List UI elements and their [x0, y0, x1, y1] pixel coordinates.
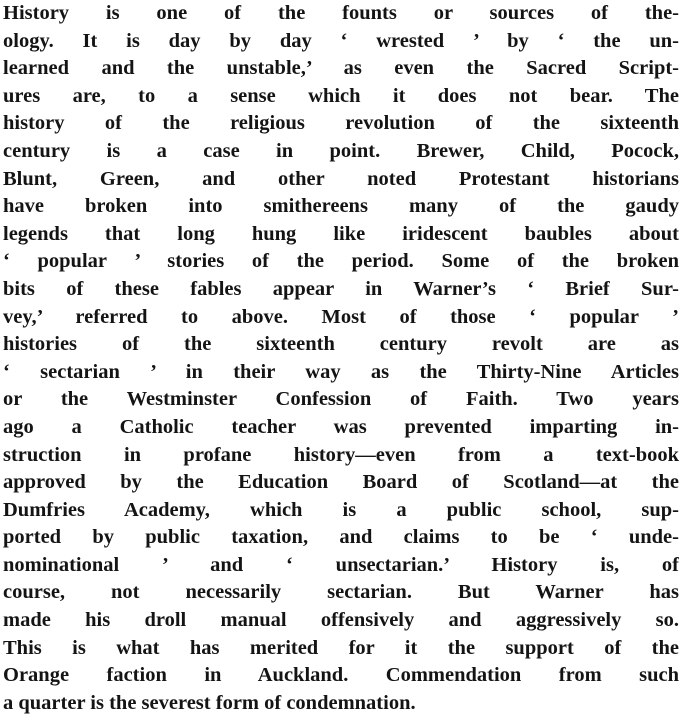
text-line: nominational ’ and ‘ unsectarian.’ History is, of	[3, 553, 679, 576]
text-line: century is a case in point. Brewer, Child, Pocock,	[3, 139, 679, 162]
text-line: bits of these fables appear in Warner’s ‘ Brief Sur-	[3, 277, 679, 300]
text-line: history of the religious revolution of the sixteenth	[3, 112, 679, 135]
text-line: ures are, to a sense which it does not bear. The	[3, 84, 679, 107]
text-line: legends that long hung like iridescent baubles about	[3, 222, 679, 245]
text-line: ported by public taxation, and claims to be ‘ unde-	[3, 526, 679, 549]
text-line: ‘ popular ’ stories of the period. Some of the broken	[3, 250, 679, 273]
text-line: Dumfries Academy, which is a public school, sup-	[3, 498, 679, 521]
text-line-last: a quarter is the severest form of condemnation.	[3, 691, 416, 714]
text-line: vey,’ referred to above. Most of those ‘ popular ’	[3, 305, 679, 328]
text-line: made his droll manual offensively and aggressively so.	[3, 609, 679, 632]
text-line: History is one of the founts or sources of the-	[3, 2, 679, 24]
text-line: ology. It is day by day ‘ wrested ’ by ‘ the un-	[3, 29, 679, 52]
text-line: Orange faction in Auckland. Commendation from such	[3, 664, 679, 687]
text-line: histories of the sixteenth century revolt are as	[3, 333, 679, 356]
text-line: This is what has merited for it the support of the	[3, 636, 679, 659]
text-line: or the Westminster Confession of Faith. Two years	[3, 388, 679, 411]
text-line: course, not necessarily sectarian. But Warner has	[3, 581, 679, 604]
text-line: learned and the unstable,’ as even the Sacred Script-	[3, 57, 679, 80]
text-line: struction in profane history—even from a text-book	[3, 443, 679, 466]
text-line: ‘ sectarian ’ in their way as the Thirty-Nine Articles	[3, 360, 679, 383]
text-line: ago a Catholic teacher was prevented imparting in-	[3, 415, 679, 438]
text-line: approved by the Education Board of Scotland—at the	[3, 471, 679, 494]
article-column	[3, 0, 679, 717]
text-line: have broken into smithereens many of the gaudy	[3, 195, 679, 218]
text-line: Blunt, Green, and other noted Protestant historians	[3, 167, 679, 190]
